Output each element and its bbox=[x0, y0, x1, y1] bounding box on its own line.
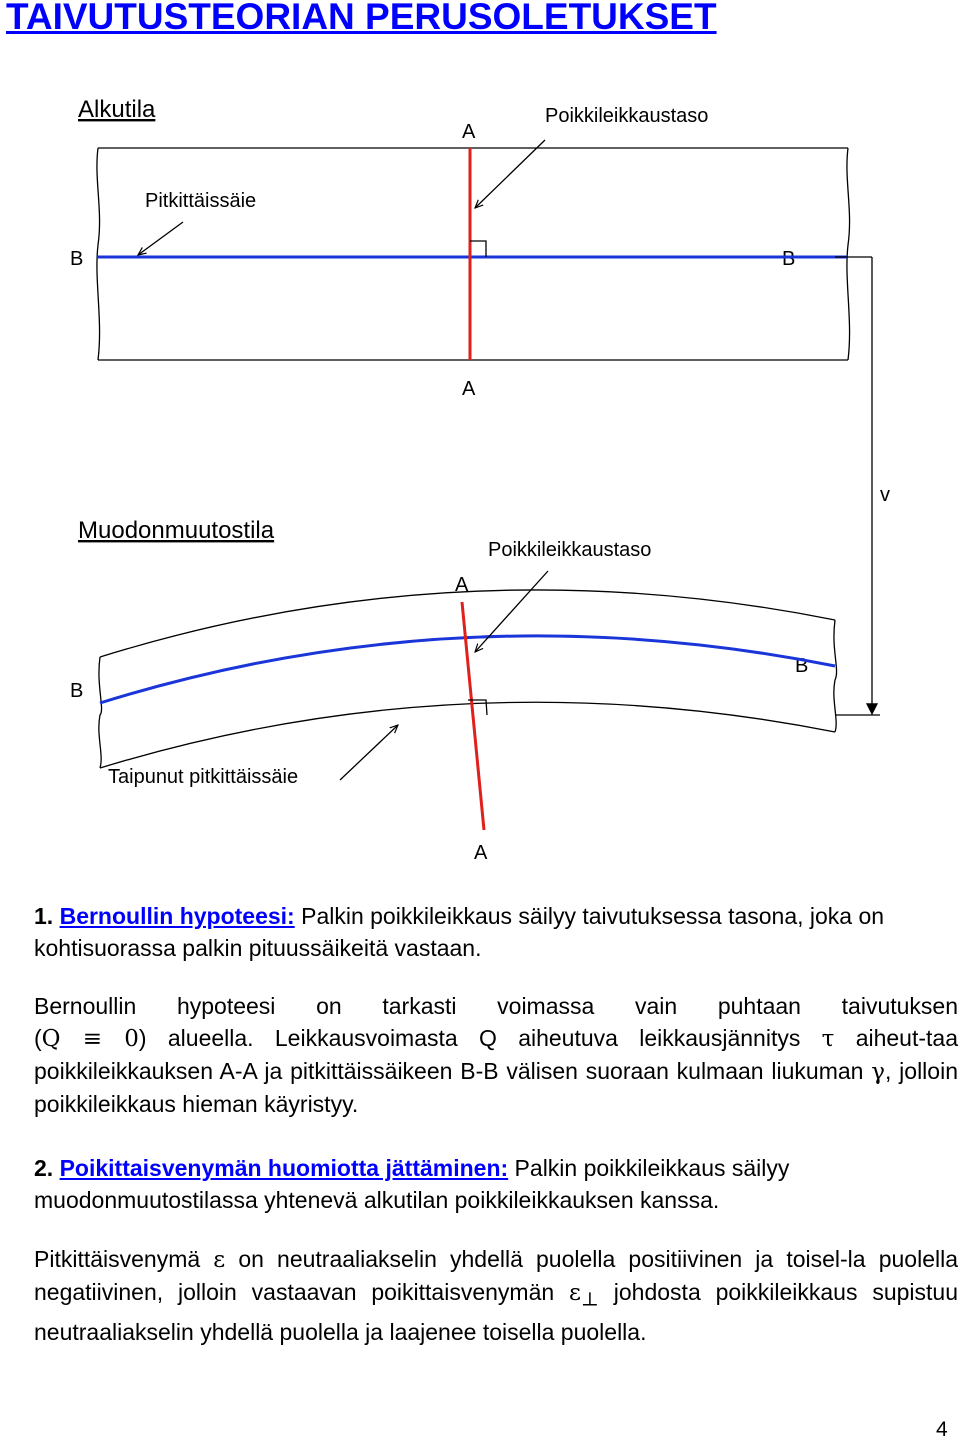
fiber-label-bottom: Taipunut pitkittäissäie bbox=[108, 766, 299, 788]
q-close: ) bbox=[138, 1025, 147, 1051]
beam-outline-bottom bbox=[99, 590, 837, 768]
label-a-bottom-bottom: A bbox=[474, 842, 488, 864]
section-2 bbox=[34, 1152, 958, 1216]
section-label-deformed: Muodonmuutostila bbox=[78, 517, 275, 544]
strain-detail bbox=[34, 1243, 958, 1348]
hypothesis-2-number: 2. bbox=[34, 1155, 54, 1181]
epsilon-symbol: ε bbox=[213, 1247, 226, 1273]
label-b-right-bottom: B bbox=[795, 655, 809, 677]
hypothesis-2-text: Palkin poikkileikkaus säilyy muodonmuutostilassa yhtenevä alkutilan poikkileikkauksen kanssa. bbox=[34, 1155, 790, 1213]
bernoulli-text-c: , jolloin poikkileikkaus hieman käyristyy. bbox=[34, 1058, 958, 1117]
perp-subscript: ⊥ bbox=[580, 1287, 599, 1311]
bernoulli-line-1: Bernoullin hypoteesi on tarkasti voimassa vain puhtaan taivutuksen bbox=[34, 993, 958, 1019]
q-open: ( bbox=[34, 1025, 42, 1051]
hypothesis-2 bbox=[0, 1152, 924, 1216]
q-expression: Q ≡ 0 bbox=[41, 1026, 139, 1052]
label-a-top: A bbox=[462, 121, 476, 143]
label-b-right-top: B bbox=[782, 248, 796, 270]
hypothesis-1-number: 1. bbox=[34, 903, 54, 929]
label-b-left-top: B bbox=[70, 248, 84, 270]
hypothesis-2-heading: Poikittaisvenymän huomiotta jättäminen: bbox=[59, 1155, 509, 1181]
section-label-initial: Alkutila bbox=[78, 96, 156, 123]
section-1 bbox=[34, 900, 958, 964]
plane-label-top: Poikkileikkaustaso bbox=[545, 105, 709, 127]
plane-label-bottom: Poikkileikkaustaso bbox=[488, 539, 652, 561]
section-1-detail bbox=[34, 990, 958, 1120]
section-2-detail bbox=[34, 1243, 958, 1348]
label-v: v bbox=[880, 484, 890, 506]
beam-outline-top bbox=[97, 148, 850, 360]
hypothesis-1 bbox=[0, 900, 924, 964]
fiber-label-top: Pitkittäissäie bbox=[145, 190, 257, 212]
fiber-arrow-bottom bbox=[340, 725, 398, 780]
epsilon-perp-symbol: ε bbox=[569, 1280, 581, 1306]
hypothesis-1-heading: Bernoullin hypoteesi: bbox=[59, 903, 295, 929]
page-number: 4 bbox=[936, 1418, 948, 1441]
beam-diagram bbox=[0, 60, 960, 870]
gamma-symbol: γ bbox=[871, 1059, 885, 1085]
strain-text-a: Pitkittäisvenymä bbox=[34, 1246, 214, 1272]
bernoulli-detail bbox=[34, 1022, 958, 1120]
strain-text-c: johdosta poikkileikkaus supistuu neutraaliakselin yhdellä puolella ja laajenee toisella puolella. bbox=[34, 1279, 958, 1345]
label-a-top-bottom: A bbox=[455, 574, 469, 596]
page-title: TAIVUTUSTEORIAN PERUSOLETUKSET bbox=[6, 0, 717, 37]
fiber-arrow-top bbox=[138, 222, 183, 255]
right-angle-mark-top bbox=[470, 241, 486, 257]
plane-arrow-bottom bbox=[475, 571, 548, 652]
label-b-left-bottom: B bbox=[70, 680, 84, 702]
plane-arrow-top bbox=[475, 140, 545, 208]
strain-text-b: on neutraaliakselin yhdellä puolella positiivinen ja toisel-la puolella negatiivinen, jolloin vastaavan poikittaisvenymän bbox=[34, 1246, 958, 1305]
label-a-bottom-top: A bbox=[462, 378, 476, 400]
bernoulli-text-a: alueella. Leikkausvoimasta Q aiheutuva leikkausjännitys bbox=[146, 1025, 822, 1051]
tau-symbol: τ bbox=[821, 1026, 835, 1052]
hypothesis-1-text: Palkin poikkileikkaus säilyy taivutuksessa tasona, joka on kohtisuorassa palkin pituussäikeitä vastaan. bbox=[34, 903, 885, 961]
bernoulli-text-b: aiheut-taa poikkileikkauksen A-A ja pitkittäissäikeen B-B välisen suoraan kulmaan liukuman bbox=[34, 1025, 958, 1084]
